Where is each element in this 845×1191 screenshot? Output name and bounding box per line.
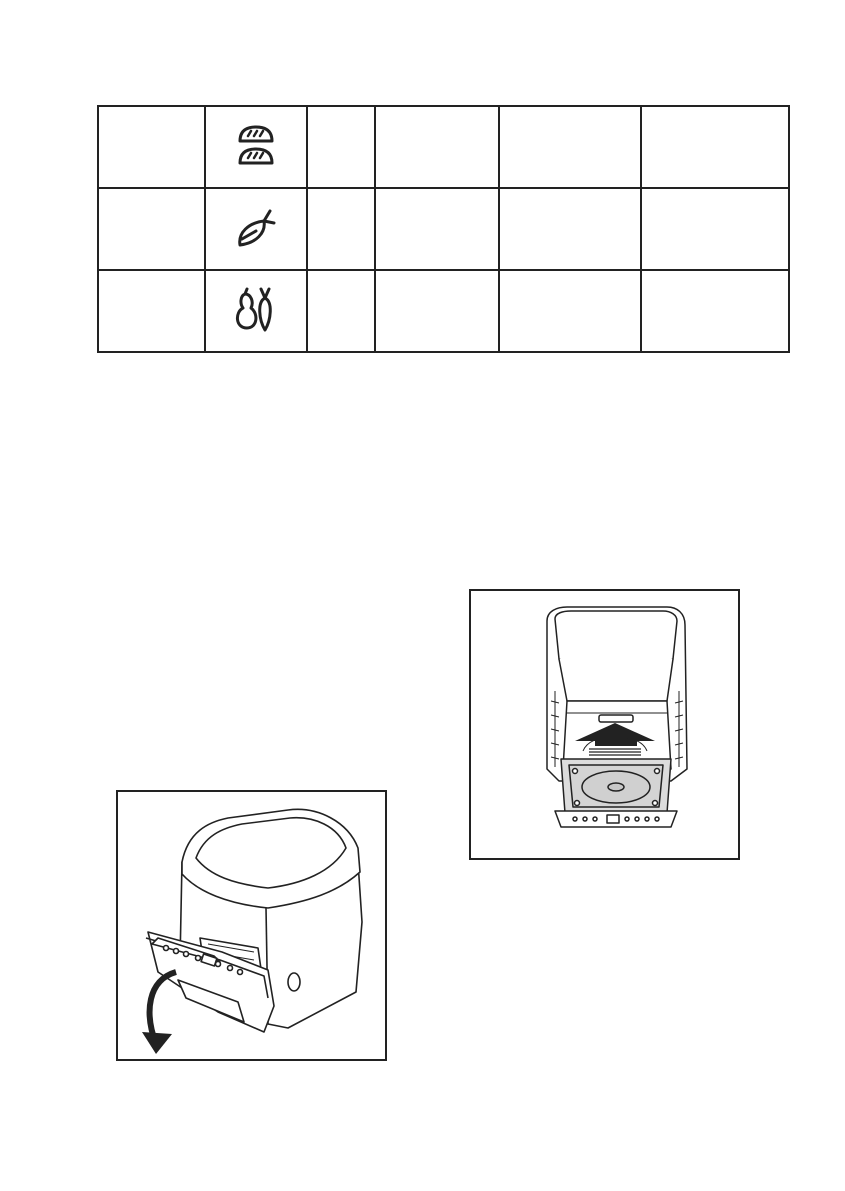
table-cell xyxy=(307,270,375,352)
table-cell xyxy=(375,188,499,270)
table-cell xyxy=(641,188,789,270)
table-row xyxy=(98,270,789,352)
table-cell xyxy=(499,270,641,352)
table-cell xyxy=(307,106,375,188)
table-row xyxy=(98,106,789,188)
program-table xyxy=(97,105,790,353)
fish-icon xyxy=(234,203,278,251)
table-cell xyxy=(205,106,307,188)
table-cell xyxy=(98,270,205,352)
bread-loaves-icon xyxy=(234,121,278,169)
air-fryer-door-open-illustration xyxy=(118,792,385,1059)
table-cell xyxy=(641,270,789,352)
table-cell xyxy=(499,188,641,270)
table-cell xyxy=(375,270,499,352)
table-cell xyxy=(205,188,307,270)
table-cell xyxy=(307,188,375,270)
table-cell xyxy=(98,106,205,188)
figure-tray-insert xyxy=(469,589,740,860)
figure-door-open xyxy=(116,790,387,1061)
table-cell xyxy=(98,188,205,270)
table-cell xyxy=(375,106,499,188)
vegetables-icon xyxy=(231,284,281,334)
table-cell xyxy=(205,270,307,352)
table-row xyxy=(98,188,789,270)
table-cell xyxy=(499,106,641,188)
air-fryer-tray-insert-illustration xyxy=(471,591,738,858)
table-cell xyxy=(641,106,789,188)
